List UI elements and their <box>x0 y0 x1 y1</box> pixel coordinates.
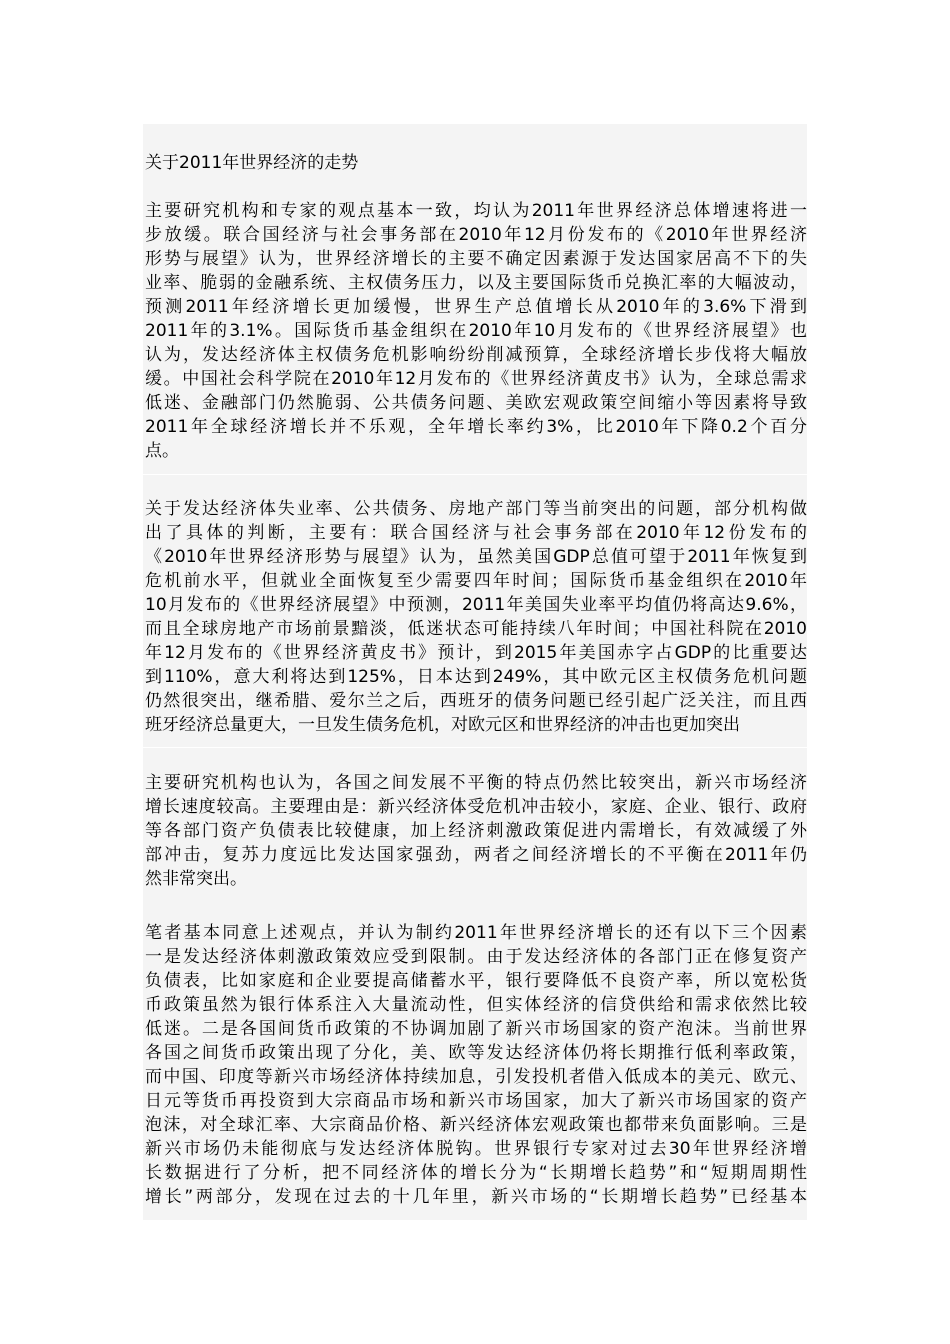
text-line: 主要研究机构也认为，各国之间发展不平衡的特点仍然比较突出，新兴市场经济 <box>145 773 807 793</box>
text-line: 部冲击，复苏力度远比发达国家强劲，两者之间经济增长的不平衡在2011年仍 <box>145 845 807 865</box>
text-line: 2011年的3.1%。国际货币基金组织在2010年10月发布的《世界经济展望》也 <box>145 321 807 341</box>
text-line: 然非常突出。 <box>145 869 247 889</box>
text-line: 10月发布的《世界经济展望》中预测，2011年美国失业率平均值仍将高达9.6%， <box>145 595 807 615</box>
text-line: 业率、脆弱的金融系统、主权债务压力，以及主要国际货币兑换汇率的大幅波动， <box>145 273 807 293</box>
text-line: 一是发达经济体刺激政策效应受到限制。由于发达经济体的各部门正在修复资产 <box>145 947 807 967</box>
paragraph-3 <box>145 771 807 891</box>
text-line: 日元等货币再投资到大宗商品市场和新兴市场国家，加大了新兴市场国家的资产 <box>145 1091 807 1111</box>
text-line: 币政策虽然为银行体系注入大量流动性，但实体经济的信贷供给和需求依然比较 <box>145 995 807 1015</box>
text-line: 形势与展望》认为，世界经济增长的主要不确定因素源于发达国家居高不下的失 <box>145 249 807 269</box>
text-line: 关于发达经济体失业率、公共债务、房地产部门等当前突出的问题，部分机构做 <box>145 499 807 519</box>
text-line: 主要研究机构和专家的观点基本一致，均认为2011年世界经济总体增速将进一 <box>145 201 807 221</box>
text-line: 出了具体的判断，主要有：联合国经济与社会事务部在2010年12份发布的 <box>145 523 807 543</box>
text-line: 2011年全球经济增长并不乐观，全年增长率约3%，比2010年下降0.2个百分 <box>145 417 807 437</box>
paragraph-2 <box>145 497 807 737</box>
text-line: 低迷、金融部门仍然脆弱、公共债务问题、美欧宏观政策空间缩小等因素将导致 <box>145 393 807 413</box>
paragraph-divider <box>143 747 807 748</box>
text-line: 班牙经济总量更大，一旦发生债务危机，对欧元区和世界经济的冲击也更加突出 <box>145 715 740 735</box>
text-line: 步放缓。联合国经济与社会事务部在2010年12月份发布的《2010年世界经济 <box>145 225 807 245</box>
text-line: 年12月发布的《世界经济黄皮书》预计，到2015年美国赤字占GDP的比重要达 <box>145 643 807 663</box>
text-line: 增长”两部分，发现在过去的十几年里，新兴市场的“长期增长趋势”已经基本 <box>145 1187 807 1207</box>
paragraph-1 <box>145 199 807 463</box>
text-line: 而中国、印度等新兴市场经济体持续加息，引发投机者借入低成本的美元、欧元、 <box>145 1067 807 1087</box>
paragraph-divider <box>143 474 807 475</box>
text-line: 《2010年世界经济形势与展望》认为，虽然美国GDP总值可望于2011年恢复到 <box>145 547 807 567</box>
text-line: 点。 <box>145 441 179 461</box>
text-line: 缓。中国社会科学院在2010年12月发布的《世界经济黄皮书》认为，全球总需求 <box>145 369 807 389</box>
text-line: 预测2011年经济增长更加缓慢，世界生产总值增长从2010年的3.6%下滑到 <box>145 297 807 317</box>
text-line: 负债表，比如家庭和企业要提高储蓄水平，银行要降低不良资产率，所以宽松货 <box>145 971 807 991</box>
text-line: 各国之间货币政策出现了分化，美、欧等发达经济体仍将长期推行低利率政策， <box>145 1043 807 1063</box>
text-line: 长数据进行了分析，把不同经济体的增长分为“长期增长趋势”和“短期周期性 <box>145 1163 807 1183</box>
document-page <box>143 124 807 1220</box>
text-line: 泡沫，对全球汇率、大宗商品价格、新兴经济体宏观政策也都带来负面影响。三是 <box>145 1115 807 1135</box>
text-line: 而且全球房地产市场前景黯淡，低迷状态可能持续八年时间；中国社科院在2010 <box>145 619 807 639</box>
text-line: 低迷。二是各国间货币政策的不协调加剧了新兴市场国家的资产泡沫。当前世界 <box>145 1019 807 1039</box>
text-line: 到110%，意大利将达到125%，日本达到249%，其中欧元区主权债务危机问题 <box>145 667 807 687</box>
text-line: 危机前水平，但就业全面恢复至少需要四年时间；国际货币基金组织在2010年 <box>145 571 807 591</box>
text-line: 新兴市场仍未能彻底与发达经济体脱钩。世界银行专家对过去30年世界经济增 <box>145 1139 807 1159</box>
text-line: 增长速度较高。主要理由是：新兴经济体受危机冲击较小，家庭、企业、银行、政府 <box>145 797 807 817</box>
text-line: 认为，发达经济体主权债务危机影响纷纷削减预算，全球经济增长步伐将大幅放 <box>145 345 807 365</box>
text-line: 仍然很突出，继希腊、爱尔兰之后，西班牙的债务问题已经引起广泛关注，而且西 <box>145 691 807 711</box>
document-title: 关于2011年世界经济的走势 <box>145 153 359 173</box>
paragraph-4 <box>145 921 807 1209</box>
text-line: 等各部门资产负债表比较健康，加上经济刺激政策促进内需增长，有效减缓了外 <box>145 821 807 841</box>
text-line: 笔者基本同意上述观点，并认为制约2011年世界经济增长的还有以下三个因素 <box>145 923 807 943</box>
